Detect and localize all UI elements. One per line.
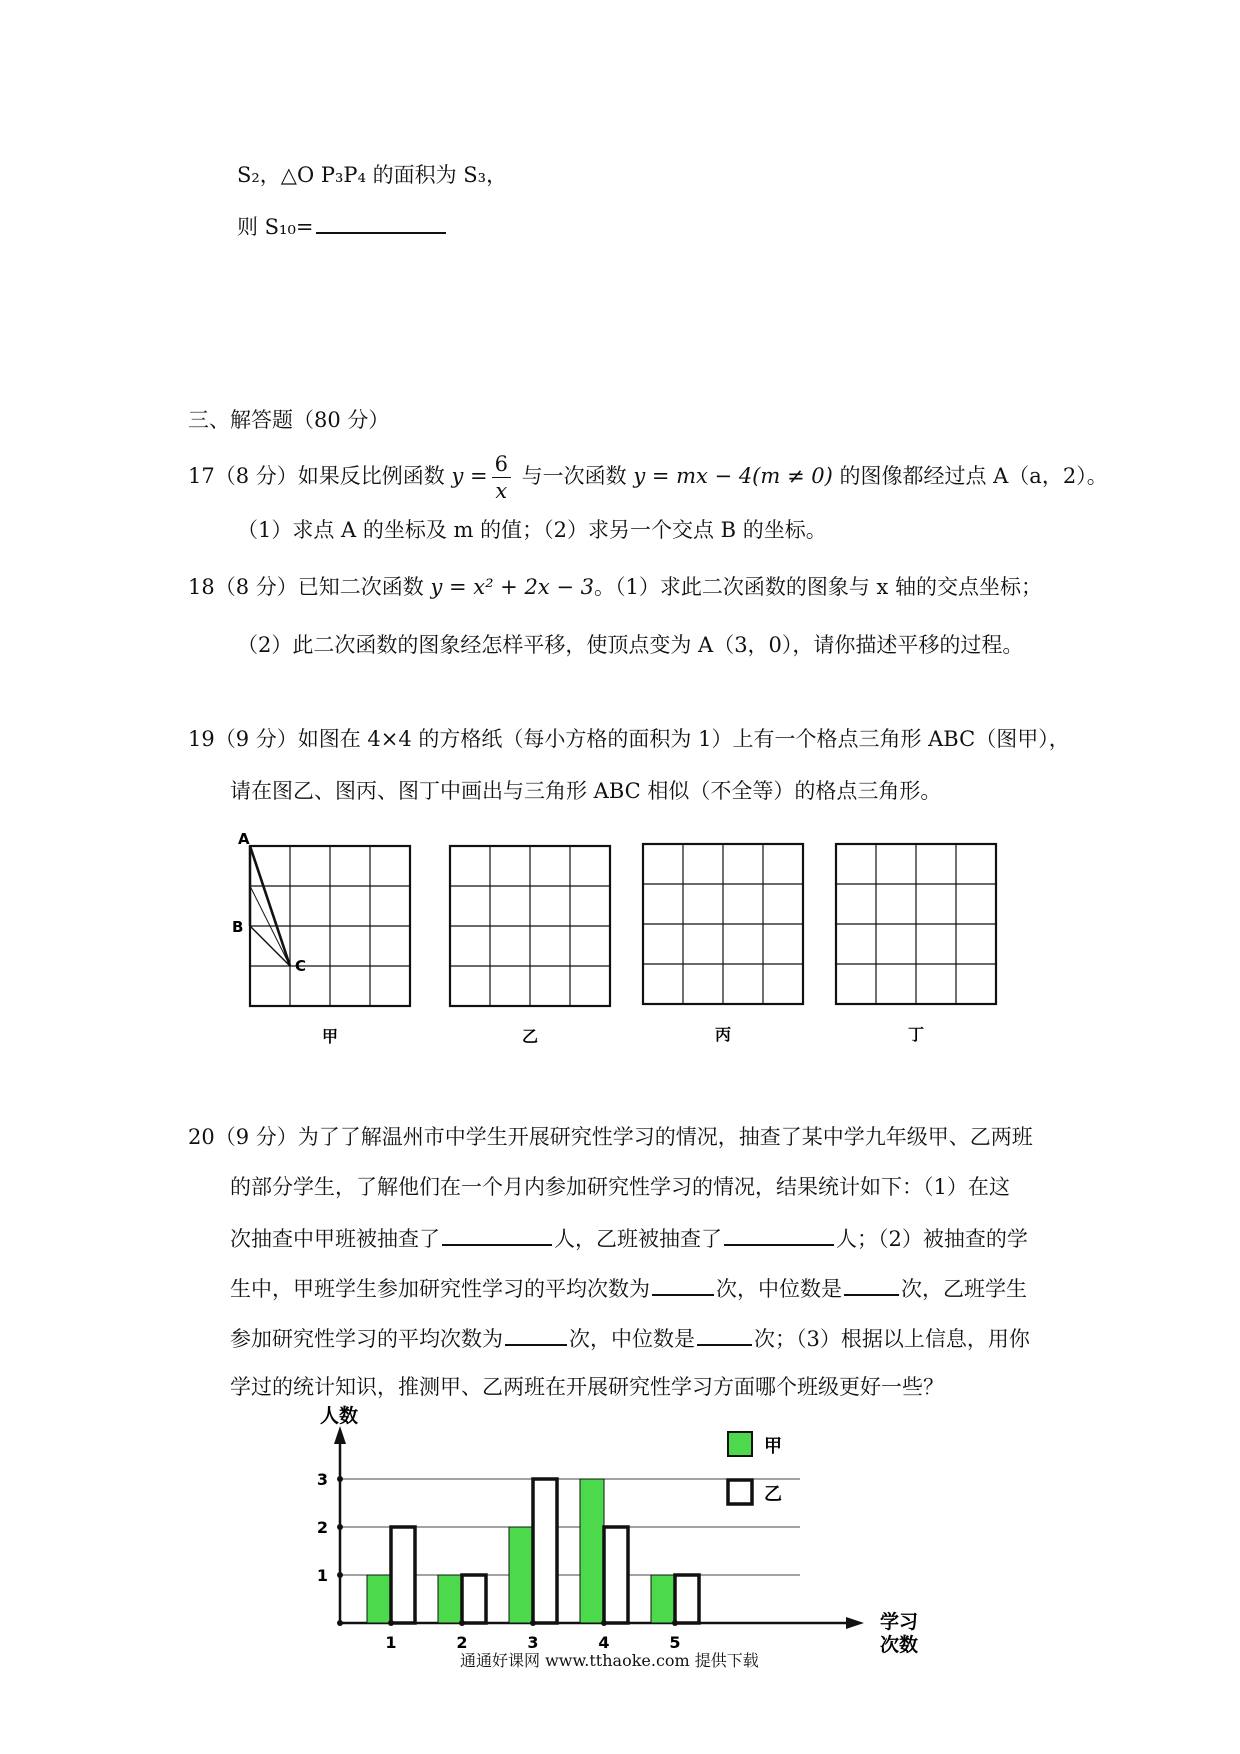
q20-l3b: 人，乙班被抽查了 [554, 1227, 722, 1251]
q17-fraction [492, 451, 511, 504]
bar-series-a [651, 1575, 675, 1623]
q20-l5b: 次，中位数是 [569, 1327, 695, 1351]
triangle-side-ac [250, 846, 290, 966]
q18-line1 [188, 572, 1042, 602]
q20-l4a: 生中，甲班学生参加研究性学习的平均次数为 [230, 1277, 650, 1301]
x-tick-dot [530, 1620, 536, 1626]
x-tick-label: 5 [669, 1633, 681, 1652]
grid-3[interactable] [643, 844, 803, 1044]
grid-label: 丁 [907, 1025, 925, 1044]
grid-label: 丙 [714, 1025, 732, 1044]
bar-series-b [462, 1575, 486, 1623]
grid-label: 乙 [521, 1027, 539, 1046]
blank-a-mean[interactable] [652, 1272, 714, 1296]
x-tick-dot [459, 1620, 465, 1626]
q18-line2: （2）此二次函数的图象经怎样平移，使顶点变为 A（3，0），请你描述平移的过程。 [237, 633, 1024, 657]
bar-series-a [580, 1479, 604, 1623]
legend-label: 甲 [764, 1436, 782, 1457]
x-axis-arrow [846, 1617, 864, 1629]
q20-line2: 的部分学生，了解他们在一个月内参加研究性学习的情况，结果统计如下：（1）在这 [230, 1175, 1010, 1199]
q17-frac-num: 6 [492, 451, 511, 478]
answer-blank[interactable] [316, 210, 446, 234]
q19-line2: 请在图乙、图丙、图丁中画出与三角形 ABC 相似（不全等）的格点三角形。 [230, 779, 942, 803]
q17-line1 [188, 446, 1108, 506]
answer-prefix: 则 S₁₀= [237, 215, 314, 239]
point-label-c: C [295, 957, 307, 975]
q17-line2: （1）求点 A 的坐标及 m 的值；（2）求另一个交点 B 的坐标。 [237, 518, 827, 542]
q18-prefix: 18（8 分）已知二次函数 [188, 575, 431, 599]
q20-line1: 20（9 分）为了了解温州市中学生开展研究性学习的情况，抽查了某中学九年级甲、乙两班 [188, 1125, 1033, 1149]
bar-chart [0, 1400, 1240, 1660]
blank-class-a-count[interactable] [442, 1222, 552, 1246]
q20-line3 [230, 1222, 1028, 1254]
grid-label: 甲 [321, 1027, 339, 1046]
x-axis-label-line1: 学习 [880, 1611, 919, 1633]
q17-prefix: 17（8 分）如果反比例函数 [188, 464, 452, 488]
origin-dot [337, 1620, 343, 1626]
q20-l4b: 次，中位数是 [716, 1277, 842, 1301]
y-axis-label: 人数 [320, 1405, 359, 1427]
x-tick-label: 2 [456, 1633, 468, 1652]
y-axis-arrow [334, 1426, 346, 1444]
y-tick-label: 3 [316, 1470, 328, 1489]
legend-label: 乙 [764, 1484, 782, 1505]
bar-series-b [533, 1479, 557, 1623]
bar-series-b [675, 1575, 699, 1623]
q20-line6: 学过的统计知识，推测甲、乙两班在开展研究性学习方面哪个班级更好一些？ [230, 1375, 944, 1399]
q17-mid: 与一次函数 [514, 464, 634, 488]
q20-l4c: 次，乙班学生 [901, 1277, 1027, 1301]
y-tick-label: 2 [316, 1518, 328, 1537]
q17-suffix: 的图像都经过点 A（a，2）。 [832, 464, 1108, 488]
bar-series-a [438, 1575, 462, 1623]
blank-b-median[interactable] [697, 1322, 752, 1346]
q17-linear: y = mx − 4(m ≠ 0) [633, 464, 833, 488]
blank-a-median[interactable] [844, 1272, 899, 1296]
legend-swatch [728, 1432, 752, 1456]
q18-func: y = x² + 2x − 3 [430, 575, 594, 599]
bar-series-b [391, 1527, 415, 1623]
x-tick-dot [388, 1620, 394, 1626]
x-tick-label: 4 [598, 1633, 610, 1652]
footer-credit: 通通好课网 www.tthaoke.com 提供下载 [460, 1651, 759, 1670]
point-label-a: A [238, 830, 250, 848]
grid-figures [0, 820, 1240, 1050]
x-axis-label-line2: 次数 [880, 1634, 919, 1656]
grid-2[interactable] [450, 846, 610, 1046]
q20-l3a: 次抽查中甲班被抽查了 [230, 1227, 440, 1251]
bar-series-b [604, 1527, 628, 1623]
bar-series-a [367, 1575, 391, 1623]
point-label-b: B [232, 918, 244, 936]
q20-l3c: 人；（2）被抽查的学 [836, 1227, 1028, 1251]
q20-l5a: 参加研究性学习的平均次数为 [230, 1327, 503, 1351]
bar-series-a [509, 1527, 533, 1623]
q17-frac-den: x [495, 479, 508, 503]
q20-line4 [230, 1272, 1027, 1304]
blank-b-mean[interactable] [505, 1322, 567, 1346]
answer-line-s10 [237, 210, 448, 242]
q19-line1: 19（9 分）如图在 4×4 的方格纸（每小方格的面积为 1）上有一个格点三角形 ABC（图甲）， [188, 727, 1070, 751]
legend-swatch [728, 1480, 752, 1504]
q18-suffix: 。（1）求此二次函数的图象与 x 轴的交点坐标； [593, 575, 1043, 599]
y-tick-label: 1 [316, 1566, 328, 1585]
q20-line5 [230, 1322, 1030, 1354]
x-tick-dot [672, 1620, 678, 1626]
q17-y-eq: y = [451, 464, 488, 488]
section-title: 三、解答题（80 分） [188, 408, 390, 432]
x-tick-label: 3 [527, 1633, 539, 1652]
blank-class-b-count[interactable] [724, 1222, 834, 1246]
x-tick-dot [601, 1620, 607, 1626]
continued-line: S₂，△O P₃P₄ 的面积为 S₃， [237, 163, 508, 187]
q20-l5c: 次；（3）根据以上信息，用你 [754, 1327, 1030, 1351]
grid-1[interactable] [232, 830, 410, 1046]
x-tick-label: 1 [385, 1633, 397, 1652]
grid-4[interactable] [836, 844, 996, 1044]
